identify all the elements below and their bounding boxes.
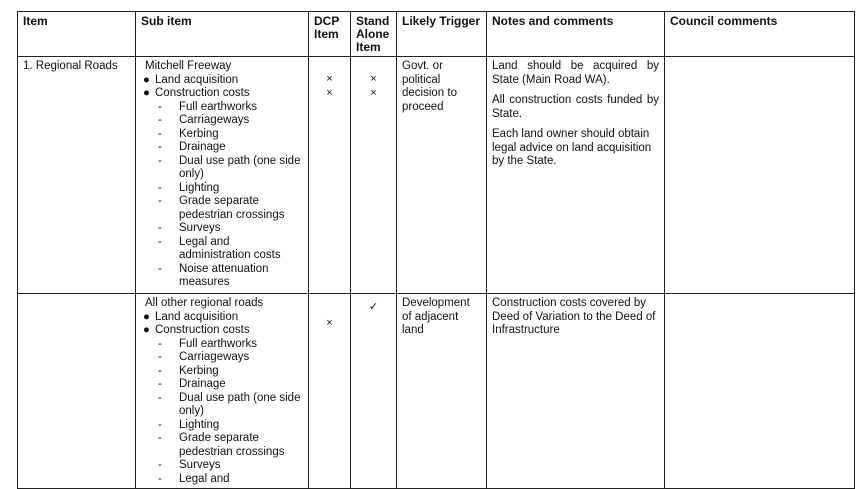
list-item-label: Construction costs — [155, 324, 250, 336]
table-row — [18, 57, 855, 294]
list-item — [141, 324, 303, 338]
cross-mark-icon: × — [326, 317, 333, 329]
list-item-label: Noise attenuation measures — [179, 262, 269, 288]
list-item-label: Legal and — [179, 472, 230, 485]
list-item-label: Lighting — [179, 181, 220, 194]
dash-marker: - — [158, 195, 162, 207]
dcp-item-cell — [309, 294, 351, 489]
list-item-label: Surveys — [179, 222, 221, 234]
dcp-item-cell — [309, 57, 351, 294]
sub-item-title: Mitchell Freeway — [145, 60, 232, 72]
dash-marker: - — [158, 364, 162, 377]
likely-trigger-cell: Govt. or political decision to proceed — [397, 57, 487, 294]
stand-alone-item-cell — [351, 294, 397, 489]
council-comments-cell — [665, 57, 855, 294]
sub-item-title: All other regional roads — [145, 297, 264, 309]
list-item-label: Lighting — [179, 418, 220, 431]
note-paragraph: Construction costs covered by Deed of Variation to the Deed of Infrastructure — [492, 297, 656, 336]
stand-alone-item-cell — [351, 57, 397, 294]
list-item-label: Drainage — [179, 378, 226, 390]
header-stand-alone-item: Stand Alone Item — [351, 12, 397, 57]
dash-marker: - — [158, 181, 162, 194]
dash-marker: - — [158, 351, 162, 363]
dash-marker: - — [158, 141, 162, 153]
list-item — [141, 141, 303, 155]
dash-marker: - — [158, 418, 162, 431]
cross-mark-icon: × — [326, 73, 333, 85]
dash-marker: - — [158, 222, 162, 234]
list-item-label: Grade separate pedestrian crossings — [179, 195, 285, 221]
list-item — [141, 392, 303, 419]
dash-marker: - — [158, 391, 162, 404]
list-item-label: Land acquisition — [155, 73, 239, 86]
header-notes-and-comments: Notes and comments — [487, 12, 665, 57]
item-cell: 1. Regional Roads — [18, 57, 136, 294]
dash-marker: - — [158, 114, 162, 126]
infrastructure-items-table — [17, 11, 855, 489]
cross-mark-icon: × — [370, 86, 377, 99]
likely-trigger-cell: Development of adjacent land — [397, 294, 487, 489]
list-item — [141, 236, 303, 263]
dash-marker: - — [158, 459, 162, 471]
header-likely-trigger: Likely Trigger — [397, 12, 487, 57]
list-item-label: Construction costs — [155, 87, 250, 99]
list-item-label: Full earthworks — [179, 337, 257, 350]
notes-cell — [487, 294, 665, 489]
dash-marker: - — [158, 100, 162, 113]
note-paragraph: All construction costs funded by State. — [492, 94, 659, 120]
bullet-icon: ● — [143, 73, 150, 86]
dash-marker: - — [158, 127, 162, 140]
dash-marker: - — [158, 235, 162, 248]
table-row — [18, 294, 855, 489]
list-item-label: Kerbing — [179, 127, 219, 140]
dash-marker: - — [158, 262, 162, 275]
list-item — [141, 459, 303, 473]
list-item — [141, 182, 303, 196]
list-item-label: Legal and administration costs — [179, 235, 281, 261]
bullet-icon: ● — [143, 310, 150, 323]
header-item: Item — [18, 12, 136, 57]
item-cell — [18, 294, 136, 489]
cross-mark-icon: × — [370, 73, 377, 85]
dash-marker: - — [158, 154, 162, 167]
bullet-icon: ● — [143, 87, 150, 99]
list-item — [141, 419, 303, 433]
list-item-label: Grade separate pedestrian crossings — [179, 432, 285, 458]
list-item — [141, 128, 303, 142]
header-sub-item: Sub item — [136, 12, 309, 57]
list-item-label: Carriageways — [179, 114, 250, 126]
list-item — [141, 101, 303, 115]
list-item — [141, 378, 303, 392]
list-item — [141, 338, 303, 352]
check-mark-icon: ✓ — [368, 301, 379, 313]
list-item — [141, 114, 303, 128]
cross-mark-icon: × — [326, 86, 333, 99]
dash-list — [141, 101, 303, 290]
list-item — [141, 311, 303, 325]
list-item-label: Dual use path (one side only) — [179, 391, 301, 417]
list-item — [141, 263, 303, 290]
council-comments-cell — [665, 294, 855, 489]
notes-cell — [487, 57, 665, 294]
dash-marker: - — [158, 337, 162, 350]
list-item-label: Full earthworks — [179, 100, 257, 113]
list-item-label: Dual use path (one side only) — [179, 154, 301, 180]
table-header-row — [18, 12, 855, 57]
dash-marker: - — [158, 472, 162, 485]
list-item-label: Drainage — [179, 141, 226, 153]
dash-list — [141, 338, 303, 487]
header-dcp-item: DCP Item — [309, 12, 351, 57]
dash-marker: - — [158, 432, 162, 444]
bullet-icon: ● — [143, 324, 150, 336]
dash-marker: - — [158, 378, 162, 390]
list-item — [141, 351, 303, 365]
header-council-comments: Council comments — [665, 12, 855, 57]
bullet-list — [141, 74, 303, 101]
list-item-label: Carriageways — [179, 351, 250, 363]
list-item — [141, 432, 303, 459]
sub-item-cell — [136, 57, 309, 294]
list-item-label: Kerbing — [179, 364, 219, 377]
list-item-label: Surveys — [179, 459, 221, 471]
list-item-label: Land acquisition — [155, 310, 239, 323]
list-item — [141, 74, 303, 88]
list-item — [141, 195, 303, 222]
sub-item-cell — [136, 294, 309, 489]
list-item — [141, 473, 303, 487]
note-paragraph: Land should be acquired by State (Main Road WA). — [492, 60, 659, 86]
bullet-list — [141, 311, 303, 338]
list-item — [141, 87, 303, 101]
note-paragraph: Each land owner should obtain legal advice on land acquisition by the State. — [492, 128, 652, 167]
list-item — [141, 365, 303, 379]
list-item — [141, 222, 303, 236]
list-item — [141, 155, 303, 182]
